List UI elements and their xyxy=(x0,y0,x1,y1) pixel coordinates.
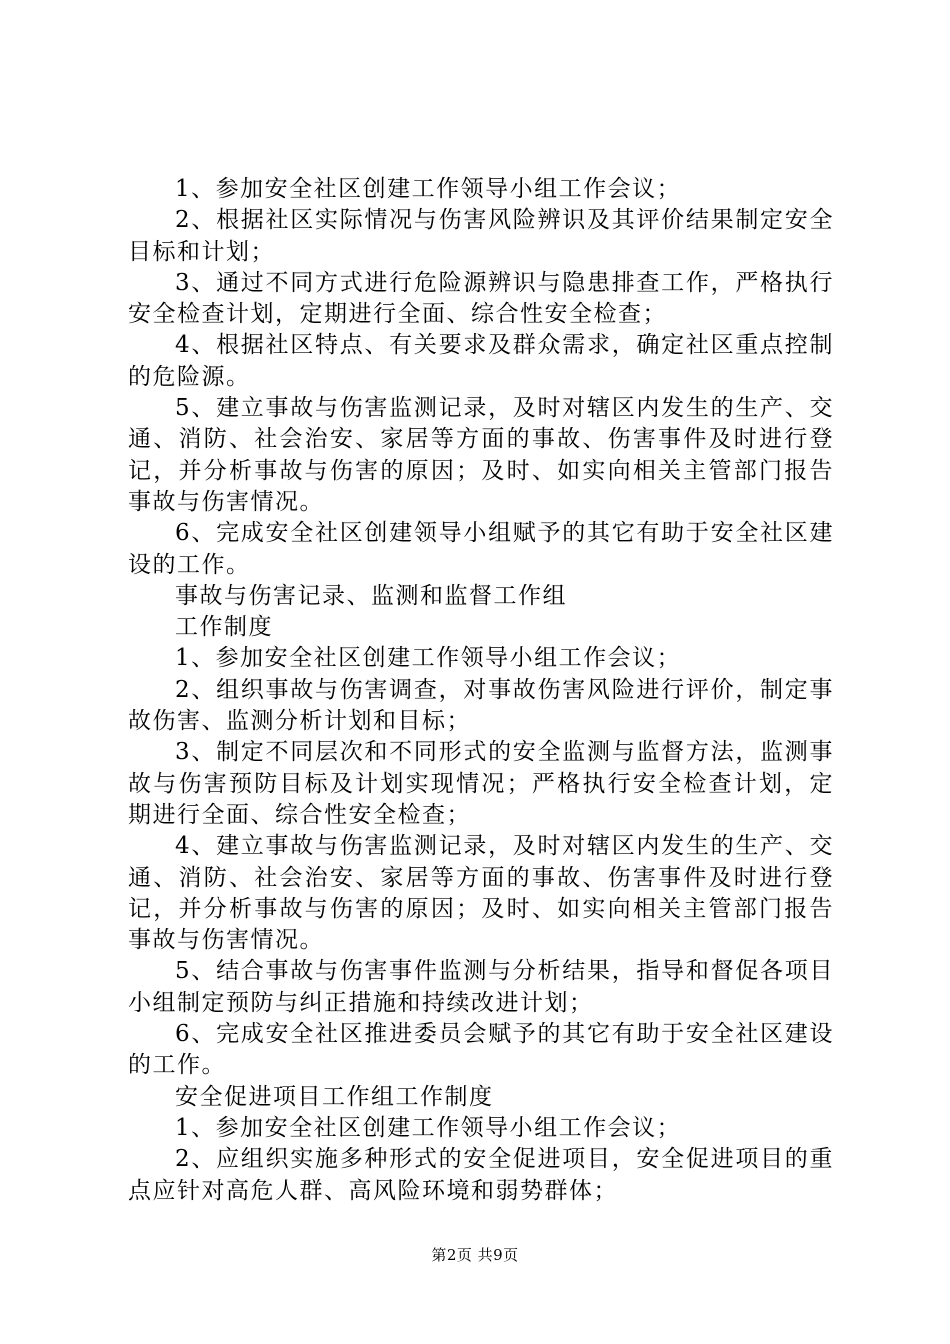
paragraph: 3、制定不同层次和不同形式的安全监测与监督方法，监测事故与伤害预防目标及计划实现情况；严格执行安全检查计划，定期进行全面、综合性安全检查； xyxy=(128,739,834,828)
paragraph: 5、结合事故与伤害事件监测与分析结果，指导和督促各项目小组制定预防与纠正措施和持续改进计划； xyxy=(128,958,834,1016)
paragraph: 2、组织事故与伤害调查，对事故伤害风险进行评价，制定事故伤害、监测分析计划和目标； xyxy=(128,676,834,735)
document-body xyxy=(128,174,834,1207)
section-heading: 安全促进项目工作组工作制度 xyxy=(175,1083,494,1110)
paragraph: 1、参加安全社区创建工作领导小组工作会议； xyxy=(175,1114,682,1141)
paragraph: 5、建立事故与伤害监测记录，及时对辖区内发生的生产、交通、消防、社会治安、家居等方面的事故、伤害事件及时进行登记，并分析事故与伤害的原因；及时、如实向相关主管部门报告事故与伤害情况。 xyxy=(128,395,834,515)
paragraph: 1、参加安全社区创建工作领导小组工作会议； xyxy=(175,176,682,202)
paragraph: 2、应组织实施多种形式的安全促进项目，安全促进项目的重点应针对高危人群、高风险环境和弱势群体； xyxy=(128,1146,834,1204)
paragraph: 4、建立事故与伤害监测记录，及时对辖区内发生的生产、交通、消防、社会治安、家居等方面的事故、伤害事件及时进行登记，并分析事故与伤害的原因；及时、如实向相关主管部门报告事故与伤害情况。 xyxy=(128,833,834,954)
paragraph: 4、根据社区特点、有关要求及群众需求，确定社区重点控制的危险源。 xyxy=(128,332,834,390)
section-heading: 工作制度 xyxy=(175,614,273,641)
paragraph: 1、参加安全社区创建工作领导小组工作会议； xyxy=(175,645,682,672)
paragraph: 3、通过不同方式进行危险源辨识与隐患排查工作，严格执行安全检查计划，定期进行全面、综合性安全检查； xyxy=(128,269,834,328)
paragraph: 6、完成安全社区创建领导小组赋予的其它有助于安全社区建设的工作。 xyxy=(128,520,834,578)
paragraph: 2、根据社区实际情况与伤害风险辨识及其评价结果制定安全目标和计划； xyxy=(128,207,834,265)
paragraph: 6、完成安全社区推进委员会赋予的其它有助于安全社区建设的工作。 xyxy=(128,1021,834,1079)
page-number-footer: 第2页 共9页 xyxy=(431,1246,519,1264)
section-heading: 事故与伤害记录、监测和监督工作组 xyxy=(175,582,567,609)
